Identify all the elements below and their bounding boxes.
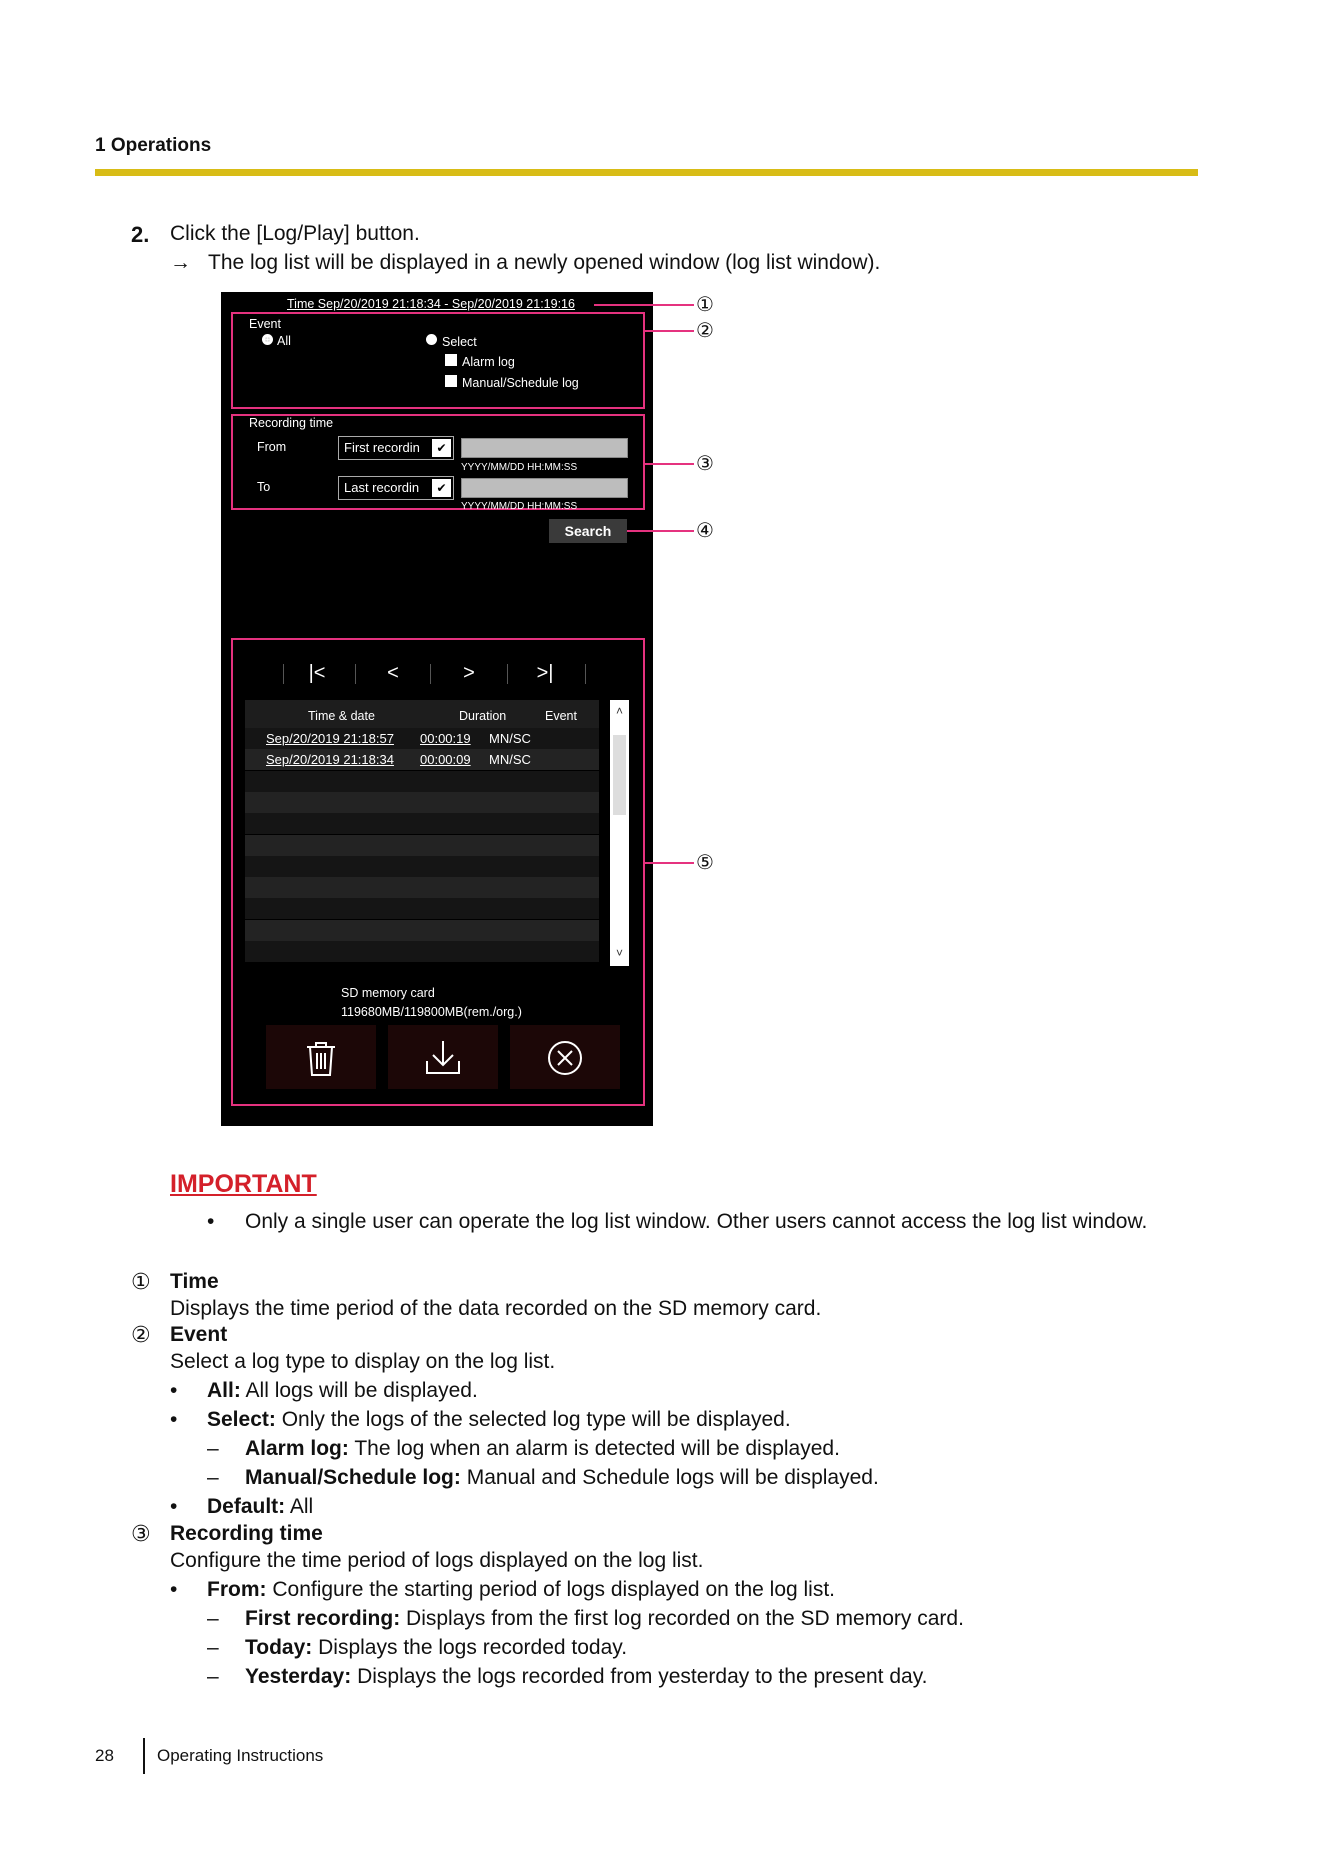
desc-event-text: Select a log type to display on the log list. xyxy=(170,1350,556,1373)
download-button[interactable] xyxy=(388,1025,498,1089)
row-time[interactable]: Sep/20/2019 21:18:57 xyxy=(266,731,394,746)
important-text: Only a single user can operate the log list window. Other users cannot access the log list window. xyxy=(245,1210,1148,1233)
term: Alarm log: xyxy=(245,1437,349,1460)
bullet: • xyxy=(170,1578,178,1601)
table-row xyxy=(245,941,599,962)
table-row[interactable] xyxy=(245,749,599,770)
manual-schedule-checkbox[interactable] xyxy=(445,375,457,387)
scrollbar[interactable] xyxy=(610,700,629,966)
chevron-up-icon[interactable]: ˄ xyxy=(615,704,623,718)
row-duration[interactable]: 00:00:09 xyxy=(420,752,471,768)
desc-event-title: Event xyxy=(170,1323,228,1346)
desc-event-default xyxy=(207,1495,313,1519)
download-icon xyxy=(423,1039,463,1077)
dash: – xyxy=(207,1665,219,1688)
event-label: Event xyxy=(249,317,281,331)
table-row xyxy=(245,835,599,856)
close-circle-icon xyxy=(545,1039,585,1077)
callout-line-3 xyxy=(645,463,694,465)
callout-1: ① xyxy=(696,294,714,316)
arrow-icon: → xyxy=(170,251,191,274)
row-duration[interactable]: 00:00:19 xyxy=(420,731,471,746)
to-label: To xyxy=(257,480,271,494)
radio-select[interactable] xyxy=(426,334,437,345)
row-event: MN/SC xyxy=(489,731,531,746)
log-list-window-screenshot xyxy=(221,292,653,1126)
nav-separator xyxy=(283,664,284,684)
last-page-icon[interactable]: >| xyxy=(536,662,554,684)
term: First recording: xyxy=(245,1607,401,1630)
prev-page-icon[interactable]: < xyxy=(387,662,399,684)
chevron-down-icon: ✔ xyxy=(432,439,451,457)
desc-event-num: ② xyxy=(131,1322,151,1347)
header-rule xyxy=(95,169,1198,176)
search-button[interactable]: Search xyxy=(549,519,627,543)
to-format-hint: YYYY/MM/DD HH:MM:SS xyxy=(461,501,578,512)
row-event: MN/SC xyxy=(489,752,531,768)
desc-event-alarm xyxy=(245,1437,840,1461)
radio-all[interactable] xyxy=(262,334,273,345)
bullet: • xyxy=(170,1379,178,1402)
radio-all-label: All xyxy=(277,334,291,348)
nav-separator xyxy=(507,664,508,684)
col-duration: Duration xyxy=(459,709,507,723)
from-format-hint: YYYY/MM/DD HH:MM:SS xyxy=(461,462,578,473)
desc-recording-first xyxy=(245,1607,964,1631)
step-result xyxy=(170,251,880,275)
dash: – xyxy=(207,1466,219,1489)
step-result-text: The log list will be displayed in a newly opened window (log list window). xyxy=(208,251,881,274)
callout-4: ④ xyxy=(696,520,714,542)
important-heading: IMPORTANT xyxy=(170,1170,317,1198)
term: From: xyxy=(207,1578,267,1601)
from-label: From xyxy=(257,440,287,454)
bullet: • xyxy=(207,1210,215,1233)
from-select[interactable] xyxy=(338,436,454,460)
col-time-date: Time & date xyxy=(308,709,375,723)
desc-time-text: Displays the time period of the data recorded on the SD memory card. xyxy=(170,1297,822,1320)
desc-recording-title: Recording time xyxy=(170,1522,323,1545)
callout-2: ② xyxy=(696,320,714,342)
desc-event-manual xyxy=(245,1466,879,1490)
radio-select-label: Select xyxy=(442,335,477,349)
sd-label: SD memory card xyxy=(341,986,435,1000)
term: Select: xyxy=(207,1408,276,1431)
col-event: Event xyxy=(545,709,577,723)
definition: All logs will be displayed. xyxy=(245,1379,478,1402)
chapter-header: 1 Operations xyxy=(95,135,212,156)
trash-icon xyxy=(301,1039,341,1077)
table-row xyxy=(245,898,599,919)
scroll-thumb[interactable] xyxy=(613,735,626,815)
desc-event-select xyxy=(207,1408,791,1432)
table-row xyxy=(245,856,599,877)
dash: – xyxy=(207,1607,219,1630)
term: Today: xyxy=(245,1636,313,1659)
alarm-log-checkbox[interactable] xyxy=(445,354,457,366)
to-datetime-input[interactable] xyxy=(461,478,628,498)
desc-recording-today xyxy=(245,1636,627,1660)
definition: Configure the starting period of logs displayed on the log list. xyxy=(272,1578,836,1601)
desc-recording-yesterday xyxy=(245,1665,927,1689)
definition: Displays the logs recorded today. xyxy=(318,1636,628,1659)
table-row xyxy=(245,813,599,834)
desc-time-num: ① xyxy=(131,1269,151,1294)
from-select-value: First recordin xyxy=(344,440,420,455)
definition: The log when an alarm is detected will be displayed. xyxy=(354,1437,840,1460)
callout-line-5 xyxy=(645,862,694,864)
table-row xyxy=(245,771,599,792)
footer-title: Operating Instructions xyxy=(157,1746,324,1765)
definition: Manual and Schedule logs will be displayed. xyxy=(466,1466,879,1489)
time-link[interactable]: Time Sep/20/2019 21:18:34 - Sep/20/2019 21:19:16 xyxy=(287,297,575,311)
table-row xyxy=(245,920,599,941)
dash: – xyxy=(207,1437,219,1460)
chevron-down-icon: ✔ xyxy=(432,479,451,497)
definition: All xyxy=(289,1495,314,1518)
callout-3: ③ xyxy=(696,453,714,475)
row-time[interactable]: Sep/20/2019 21:18:34 xyxy=(266,752,394,768)
desc-recording-num: ③ xyxy=(131,1521,151,1546)
term: Yesterday: xyxy=(245,1665,352,1688)
term: Manual/Schedule log: xyxy=(245,1466,461,1489)
first-page-icon[interactable]: |< xyxy=(308,662,326,684)
recording-time-label: Recording time xyxy=(249,416,334,430)
log-table-header xyxy=(245,700,599,728)
desc-recording-text: Configure the time period of logs displayed on the log list. xyxy=(170,1549,704,1572)
term: All: xyxy=(207,1379,241,1402)
table-row xyxy=(245,792,599,813)
next-page-icon[interactable]: > xyxy=(463,662,475,684)
term: Default: xyxy=(207,1495,286,1518)
bullet: • xyxy=(170,1495,178,1518)
desc-recording-from xyxy=(207,1578,835,1602)
chevron-down-icon[interactable]: ˅ xyxy=(615,946,623,960)
definition: Only the logs of the selected log type will be displayed. xyxy=(281,1408,791,1431)
callout-line-2 xyxy=(645,330,694,332)
definition: Displays from the first log recorded on the SD memory card. xyxy=(406,1607,964,1630)
page-number: 28 xyxy=(95,1746,114,1765)
event-frame xyxy=(231,312,645,409)
to-select-value: Last recordin xyxy=(344,480,420,495)
table-row[interactable] xyxy=(245,728,599,749)
nav-separator xyxy=(355,664,356,684)
sd-capacity: 119680MB/119800MB(rem./org.) xyxy=(341,1005,522,1019)
desc-event-all xyxy=(207,1379,478,1403)
nav-separator xyxy=(430,664,431,684)
alarm-log-label: Alarm log xyxy=(462,355,515,369)
dash: – xyxy=(207,1636,219,1659)
footer-rule xyxy=(143,1738,145,1774)
to-select[interactable] xyxy=(338,476,454,500)
step-number: 2. xyxy=(131,222,150,247)
table-row xyxy=(245,877,599,898)
bullet: • xyxy=(170,1408,178,1431)
callout-line-1 xyxy=(594,304,694,306)
from-datetime-input[interactable] xyxy=(461,438,628,458)
delete-button[interactable] xyxy=(266,1025,376,1089)
desc-time-title: Time xyxy=(170,1270,219,1293)
callout-5: ⑤ xyxy=(696,852,714,874)
close-button[interactable] xyxy=(510,1025,620,1089)
manual-schedule-label: Manual/Schedule log xyxy=(462,376,579,390)
definition: Displays the logs recorded from yesterday to the present day. xyxy=(357,1665,928,1688)
step-text: Click the [Log/Play] button. xyxy=(170,222,420,245)
callout-line-4 xyxy=(627,530,694,532)
nav-separator xyxy=(585,664,586,684)
